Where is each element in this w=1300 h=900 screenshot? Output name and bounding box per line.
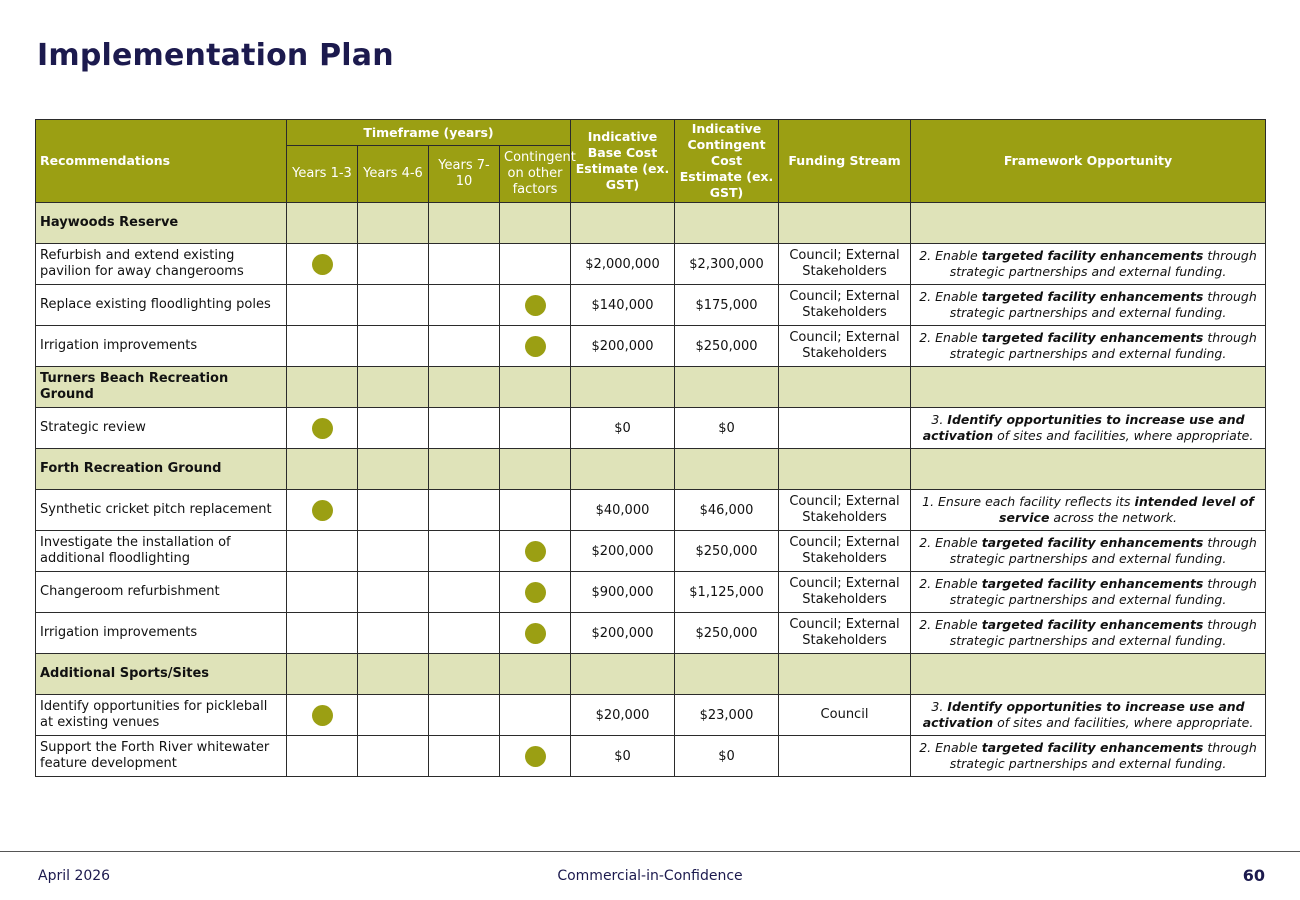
framework-opportunity-cell — [911, 572, 1266, 613]
empty-cell — [429, 449, 500, 490]
footer-date: April 2026 — [38, 868, 111, 884]
funding-stream-cell: Council — [779, 695, 911, 736]
framework-opportunity-cell — [911, 695, 1266, 736]
funding-stream-cell: Council; External Stakeholders — [779, 572, 911, 613]
timeframe-cell-7-10 — [429, 695, 500, 736]
implementation-plan-table — [35, 119, 1266, 777]
base-cost-cell: $40,000 — [571, 490, 675, 531]
recommendation-cell: Identify opportunities for pickleball at existing venues — [36, 695, 287, 736]
empty-cell — [358, 203, 429, 244]
timeframe-cell-4-6 — [358, 408, 429, 449]
timeframe-cell-4-6 — [358, 736, 429, 777]
timeframe-cell-1-3 — [287, 244, 358, 285]
contingent-cost-cell: $0 — [675, 408, 779, 449]
contingent-cost-cell: $0 — [675, 736, 779, 777]
timeframe-cell-contingent — [500, 285, 571, 326]
section-name: Forth Recreation Ground — [36, 449, 287, 490]
section-row — [36, 449, 1266, 490]
base-cost-cell: $140,000 — [571, 285, 675, 326]
framework-emphasis: targeted facility enhancements — [981, 740, 1204, 755]
framework-opportunity-cell — [911, 490, 1266, 531]
funding-stream-cell: Council; External Stakeholders — [779, 244, 911, 285]
framework-emphasis: Identify opportunities to increase use and activation — [922, 699, 1245, 730]
section-row — [36, 654, 1266, 695]
timeframe-cell-7-10 — [429, 244, 500, 285]
framework-text: through strategic partnerships and external funding. — [949, 740, 1257, 771]
timeframe-cell-1-3 — [287, 695, 358, 736]
header-contingent: Contingent on other factors — [500, 146, 571, 203]
footer-page-number: 60 — [1242, 866, 1265, 885]
table-row — [36, 613, 1266, 654]
framework-emphasis: intended level of service — [999, 494, 1254, 525]
timeframe-cell-4-6 — [358, 326, 429, 367]
framework-text: 2. Enable — [919, 740, 982, 755]
recommendation-cell: Irrigation improvements — [36, 613, 287, 654]
empty-cell — [429, 654, 500, 695]
empty-cell — [779, 449, 911, 490]
timeframe-cell-7-10 — [429, 285, 500, 326]
timeframe-cell-1-3 — [287, 736, 358, 777]
empty-cell — [500, 203, 571, 244]
framework-emphasis: Identify opportunities to increase use and activation — [922, 412, 1245, 443]
framework-opportunity-cell — [911, 531, 1266, 572]
timeframe-cell-7-10 — [429, 408, 500, 449]
framework-text: across the network. — [1049, 510, 1177, 525]
table-row — [36, 285, 1266, 326]
empty-cell — [571, 367, 675, 408]
framework-text: 2. Enable — [919, 248, 982, 263]
timeframe-dot-icon — [525, 623, 546, 644]
empty-cell — [571, 654, 675, 695]
framework-emphasis: targeted facility enhancements — [981, 535, 1204, 550]
timeframe-cell-contingent — [500, 408, 571, 449]
empty-cell — [675, 449, 779, 490]
base-cost-cell: $20,000 — [571, 695, 675, 736]
table-row — [36, 572, 1266, 613]
timeframe-cell-4-6 — [358, 572, 429, 613]
framework-text: of sites and facilities, where appropriate. — [993, 715, 1254, 730]
framework-text: through strategic partnerships and external funding. — [949, 248, 1257, 279]
recommendation-cell: Replace existing floodlighting poles — [36, 285, 287, 326]
empty-cell — [500, 449, 571, 490]
contingent-cost-cell: $23,000 — [675, 695, 779, 736]
framework-text: 3. — [931, 412, 948, 427]
timeframe-cell-1-3 — [287, 408, 358, 449]
timeframe-cell-7-10 — [429, 572, 500, 613]
timeframe-cell-contingent — [500, 244, 571, 285]
recommendation-cell: Irrigation improvements — [36, 326, 287, 367]
section-row — [36, 203, 1266, 244]
timeframe-cell-1-3 — [287, 613, 358, 654]
recommendation-cell: Support the Forth River whitewater feature development — [36, 736, 287, 777]
base-cost-cell: $200,000 — [571, 613, 675, 654]
timeframe-dot-icon — [525, 295, 546, 316]
empty-cell — [429, 203, 500, 244]
timeframe-cell-4-6 — [358, 285, 429, 326]
empty-cell — [675, 203, 779, 244]
contingent-cost-cell: $2,300,000 — [675, 244, 779, 285]
section-name: Turners Beach Recreation Ground — [36, 367, 287, 408]
framework-text: 2. Enable — [919, 576, 982, 591]
framework-opportunity-cell — [911, 736, 1266, 777]
empty-cell — [779, 203, 911, 244]
timeframe-cell-4-6 — [358, 490, 429, 531]
header-years-4-6: Years 4-6 — [358, 146, 429, 203]
framework-emphasis: targeted facility enhancements — [981, 289, 1204, 304]
timeframe-cell-contingent — [500, 531, 571, 572]
footer-divider — [0, 851, 1300, 852]
section-row — [36, 367, 1266, 408]
framework-opportunity-cell — [911, 326, 1266, 367]
empty-cell — [675, 367, 779, 408]
empty-cell — [358, 449, 429, 490]
timeframe-cell-contingent — [500, 613, 571, 654]
framework-text: 2. Enable — [919, 289, 982, 304]
table-row — [36, 244, 1266, 285]
empty-cell — [429, 367, 500, 408]
timeframe-cell-7-10 — [429, 613, 500, 654]
empty-cell — [287, 449, 358, 490]
funding-stream-cell: Council; External Stakeholders — [779, 285, 911, 326]
table-row — [36, 695, 1266, 736]
base-cost-cell: $200,000 — [571, 326, 675, 367]
timeframe-cell-1-3 — [287, 572, 358, 613]
timeframe-cell-1-3 — [287, 531, 358, 572]
page-title: Implementation Plan — [37, 38, 394, 73]
framework-emphasis: targeted facility enhancements — [981, 576, 1204, 591]
framework-text: of sites and facilities, where appropriate. — [993, 428, 1254, 443]
empty-cell — [779, 367, 911, 408]
timeframe-dot-icon — [525, 582, 546, 603]
framework-text: through strategic partnerships and external funding. — [949, 330, 1257, 361]
base-cost-cell: $0 — [571, 736, 675, 777]
timeframe-dot-icon — [525, 541, 546, 562]
recommendation-cell: Synthetic cricket pitch replacement — [36, 490, 287, 531]
footer-classification: Commercial-in-Confidence — [557, 868, 743, 884]
timeframe-cell-contingent — [500, 695, 571, 736]
empty-cell — [358, 654, 429, 695]
framework-text: 1. Ensure each facility reflects its — [922, 494, 1135, 509]
base-cost-cell: $900,000 — [571, 572, 675, 613]
header-funding-stream: Funding Stream — [779, 120, 911, 203]
empty-cell — [500, 367, 571, 408]
header-timeframe: Timeframe (years) — [287, 120, 571, 146]
timeframe-cell-contingent — [500, 326, 571, 367]
timeframe-cell-1-3 — [287, 285, 358, 326]
contingent-cost-cell: $250,000 — [675, 531, 779, 572]
framework-emphasis: targeted facility enhancements — [981, 330, 1204, 345]
empty-cell — [911, 654, 1266, 695]
recommendation-cell: Changeroom refurbishment — [36, 572, 287, 613]
timeframe-cell-7-10 — [429, 490, 500, 531]
timeframe-cell-contingent — [500, 490, 571, 531]
timeframe-cell-4-6 — [358, 613, 429, 654]
funding-stream-cell: Council; External Stakeholders — [779, 613, 911, 654]
table-row — [36, 408, 1266, 449]
framework-opportunity-cell — [911, 613, 1266, 654]
timeframe-cell-1-3 — [287, 490, 358, 531]
header-recommendations: Recommendations — [36, 120, 287, 203]
framework-opportunity-cell — [911, 244, 1266, 285]
table-body — [36, 203, 1266, 777]
funding-stream-cell: Council; External Stakeholders — [779, 531, 911, 572]
timeframe-cell-7-10 — [429, 326, 500, 367]
empty-cell — [287, 367, 358, 408]
framework-text: 2. Enable — [919, 535, 982, 550]
empty-cell — [911, 449, 1266, 490]
timeframe-dot-icon — [525, 746, 546, 767]
base-cost-cell: $2,000,000 — [571, 244, 675, 285]
contingent-cost-cell: $46,000 — [675, 490, 779, 531]
timeframe-cell-1-3 — [287, 326, 358, 367]
framework-emphasis: targeted facility enhancements — [981, 248, 1204, 263]
empty-cell — [571, 203, 675, 244]
base-cost-cell: $200,000 — [571, 531, 675, 572]
header-framework-opportunity: Framework Opportunity — [911, 120, 1266, 203]
timeframe-dot-icon — [312, 418, 333, 439]
timeframe-dot-icon — [312, 254, 333, 275]
funding-stream-cell: Council; External Stakeholders — [779, 490, 911, 531]
empty-cell — [287, 654, 358, 695]
timeframe-cell-contingent — [500, 572, 571, 613]
framework-text: through strategic partnerships and external funding. — [949, 617, 1257, 648]
framework-text: 3. — [931, 699, 948, 714]
empty-cell — [571, 449, 675, 490]
funding-stream-cell — [779, 408, 911, 449]
recommendation-cell: Strategic review — [36, 408, 287, 449]
table-row — [36, 490, 1266, 531]
empty-cell — [500, 654, 571, 695]
framework-opportunity-cell — [911, 408, 1266, 449]
recommendation-cell: Investigate the installation of additional floodlighting — [36, 531, 287, 572]
base-cost-cell: $0 — [571, 408, 675, 449]
contingent-cost-cell: $1,125,000 — [675, 572, 779, 613]
empty-cell — [911, 203, 1266, 244]
contingent-cost-cell: $175,000 — [675, 285, 779, 326]
framework-text: through strategic partnerships and external funding. — [949, 576, 1257, 607]
funding-stream-cell — [779, 736, 911, 777]
header-base-cost: Indicative Base Cost Estimate (ex. GST) — [571, 120, 675, 203]
empty-cell — [358, 367, 429, 408]
timeframe-dot-icon — [312, 705, 333, 726]
framework-text: 2. Enable — [919, 617, 982, 632]
framework-text: through strategic partnerships and external funding. — [949, 289, 1257, 320]
table-row — [36, 531, 1266, 572]
timeframe-cell-4-6 — [358, 695, 429, 736]
framework-emphasis: targeted facility enhancements — [981, 617, 1204, 632]
header-years-1-3: Years 1-3 — [287, 146, 358, 203]
contingent-cost-cell: $250,000 — [675, 613, 779, 654]
funding-stream-cell: Council; External Stakeholders — [779, 326, 911, 367]
framework-opportunity-cell — [911, 285, 1266, 326]
section-name: Additional Sports/Sites — [36, 654, 287, 695]
timeframe-cell-4-6 — [358, 244, 429, 285]
contingent-cost-cell: $250,000 — [675, 326, 779, 367]
empty-cell — [287, 203, 358, 244]
section-name: Haywoods Reserve — [36, 203, 287, 244]
timeframe-dot-icon — [312, 500, 333, 521]
timeframe-cell-7-10 — [429, 736, 500, 777]
empty-cell — [779, 654, 911, 695]
timeframe-cell-4-6 — [358, 531, 429, 572]
framework-text: 2. Enable — [919, 330, 982, 345]
timeframe-cell-contingent — [500, 736, 571, 777]
table-row — [36, 736, 1266, 777]
recommendation-cell: Refurbish and extend existing pavilion for away changerooms — [36, 244, 287, 285]
timeframe-cell-7-10 — [429, 531, 500, 572]
empty-cell — [675, 654, 779, 695]
timeframe-dot-icon — [525, 336, 546, 357]
header-contingent-cost: Indicative Contingent Cost Estimate (ex. GST) — [675, 120, 779, 203]
empty-cell — [911, 367, 1266, 408]
framework-text: through strategic partnerships and external funding. — [949, 535, 1257, 566]
header-years-7-10: Years 7-10 — [429, 146, 500, 203]
table-row — [36, 326, 1266, 367]
